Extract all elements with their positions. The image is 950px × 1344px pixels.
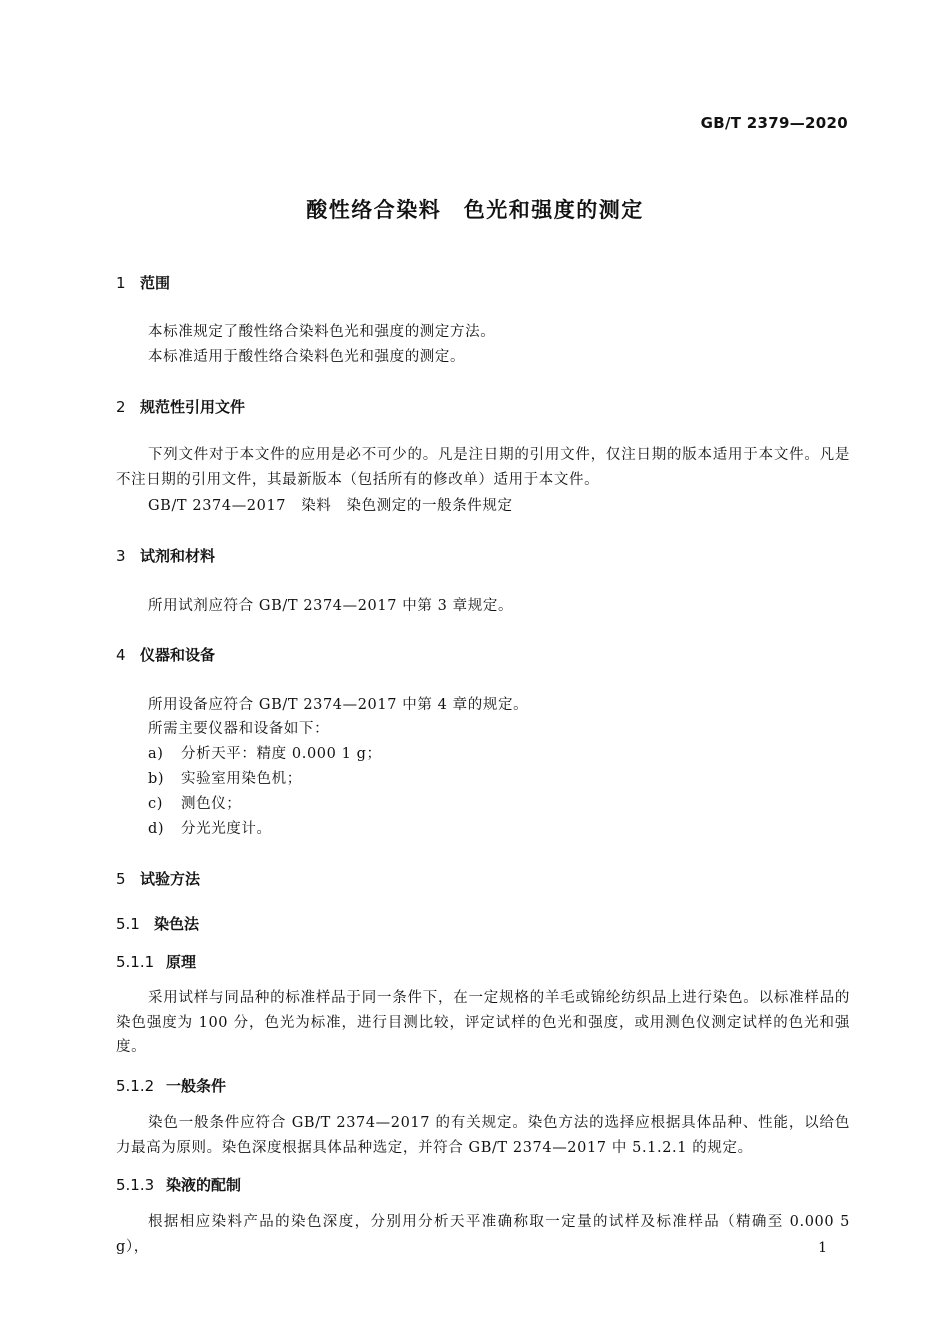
list-text: 测色仪； — [181, 796, 242, 812]
list-item — [148, 817, 272, 838]
paragraph: 采用试样与同品种的标准样品于同一条件下，在一定规格的羊毛或锦纶纺织品上进行染色。以标准样品的染色强度为 100 分，色光为标准，进行目测比较，评定试样的色光和强度，或用测色仪测定试样的色光和强度。 — [116, 990, 850, 1055]
section-5-1-3-heading — [116, 1174, 241, 1195]
section-number: 1 — [116, 274, 126, 292]
section-number: 5.1.3 — [116, 1176, 155, 1194]
list-text: 分光光度计。 — [181, 821, 272, 837]
section-title: 原理 — [166, 953, 197, 971]
section-4-heading — [116, 644, 215, 665]
list-item — [148, 767, 302, 788]
section-title: 范围 — [140, 274, 171, 292]
section-title: 染色法 — [154, 915, 200, 933]
list-text: 分析天平：精度 0.000 1 g； — [181, 746, 382, 762]
section-title: 规范性引用文件 — [140, 398, 246, 416]
list-text: 实验室用染色机； — [181, 771, 302, 787]
section-1-heading — [116, 272, 170, 293]
section-title: 试验方法 — [140, 870, 201, 888]
list-item — [148, 742, 382, 763]
section-5-heading — [116, 868, 200, 889]
paragraph: 所用设备应符合 GB/T 2374—2017 中第 4 章的规定。 — [148, 697, 529, 713]
paragraph: 染色一般条件应符合 GB/T 2374—2017 的有关规定。染色方法的选择应根据具体品种、性能，以给色力最高为原则。染色深度根据具体品种选定，并符合 GB/T 2374—2017 中 5.1.2.1 的规定。 — [116, 1115, 850, 1156]
section-5-1-2-heading — [116, 1075, 226, 1096]
section-number: 5.1.1 — [116, 953, 155, 971]
section-number: 5.1 — [116, 915, 140, 933]
list-label: a) — [148, 746, 164, 762]
normative-reference: GB/T 2374—2017 染料 染色测定的一般条件规定 — [148, 498, 513, 514]
paragraph: 所需主要仪器和设备如下： — [148, 721, 330, 737]
section-number: 5 — [116, 870, 126, 888]
standard-number: GB/T 2379—2020 — [700, 114, 848, 132]
paragraph: 本标准规定了酸性络合染料色光和强度的测定方法。 — [148, 324, 496, 340]
list-label: b) — [148, 771, 165, 787]
list-label: c) — [148, 796, 163, 812]
section-number: 5.1.2 — [116, 1077, 155, 1095]
section-3-heading — [116, 545, 215, 566]
section-title: 试剂和材料 — [140, 547, 216, 565]
section-title: 染液的配制 — [166, 1176, 242, 1194]
list-label: d) — [148, 821, 165, 837]
section-5-1-1-heading — [116, 951, 196, 972]
section-2-heading — [116, 396, 245, 417]
paragraph: 本标准适用于酸性络合染料色光和强度的测定。 — [148, 349, 466, 365]
list-item — [148, 792, 241, 813]
paragraph: 下列文件对于本文件的应用是必不可少的。凡是注日期的引用文件，仅注日期的版本适用于本文件。凡是不注日期的引用文件，其最新版本（包括所有的修改单）适用于本文件。 — [116, 447, 850, 488]
paragraph: 所用试剂应符合 GB/T 2374—2017 中第 3 章规定。 — [148, 598, 514, 614]
section-number: 4 — [116, 646, 126, 664]
section-number: 3 — [116, 547, 126, 565]
page-number: 1 — [818, 1240, 827, 1256]
section-title: 仪器和设备 — [140, 646, 216, 664]
document-title: 酸性络合染料 色光和强度的测定 — [306, 198, 644, 222]
section-number: 2 — [116, 398, 126, 416]
section-title: 一般条件 — [166, 1077, 227, 1095]
paragraph: 根据相应染料产品的染色深度，分别用分析天平准确称取一定量的试样及标准样品（精确至 0.000 5 g）， — [116, 1214, 850, 1255]
section-5-1-heading — [116, 913, 199, 934]
